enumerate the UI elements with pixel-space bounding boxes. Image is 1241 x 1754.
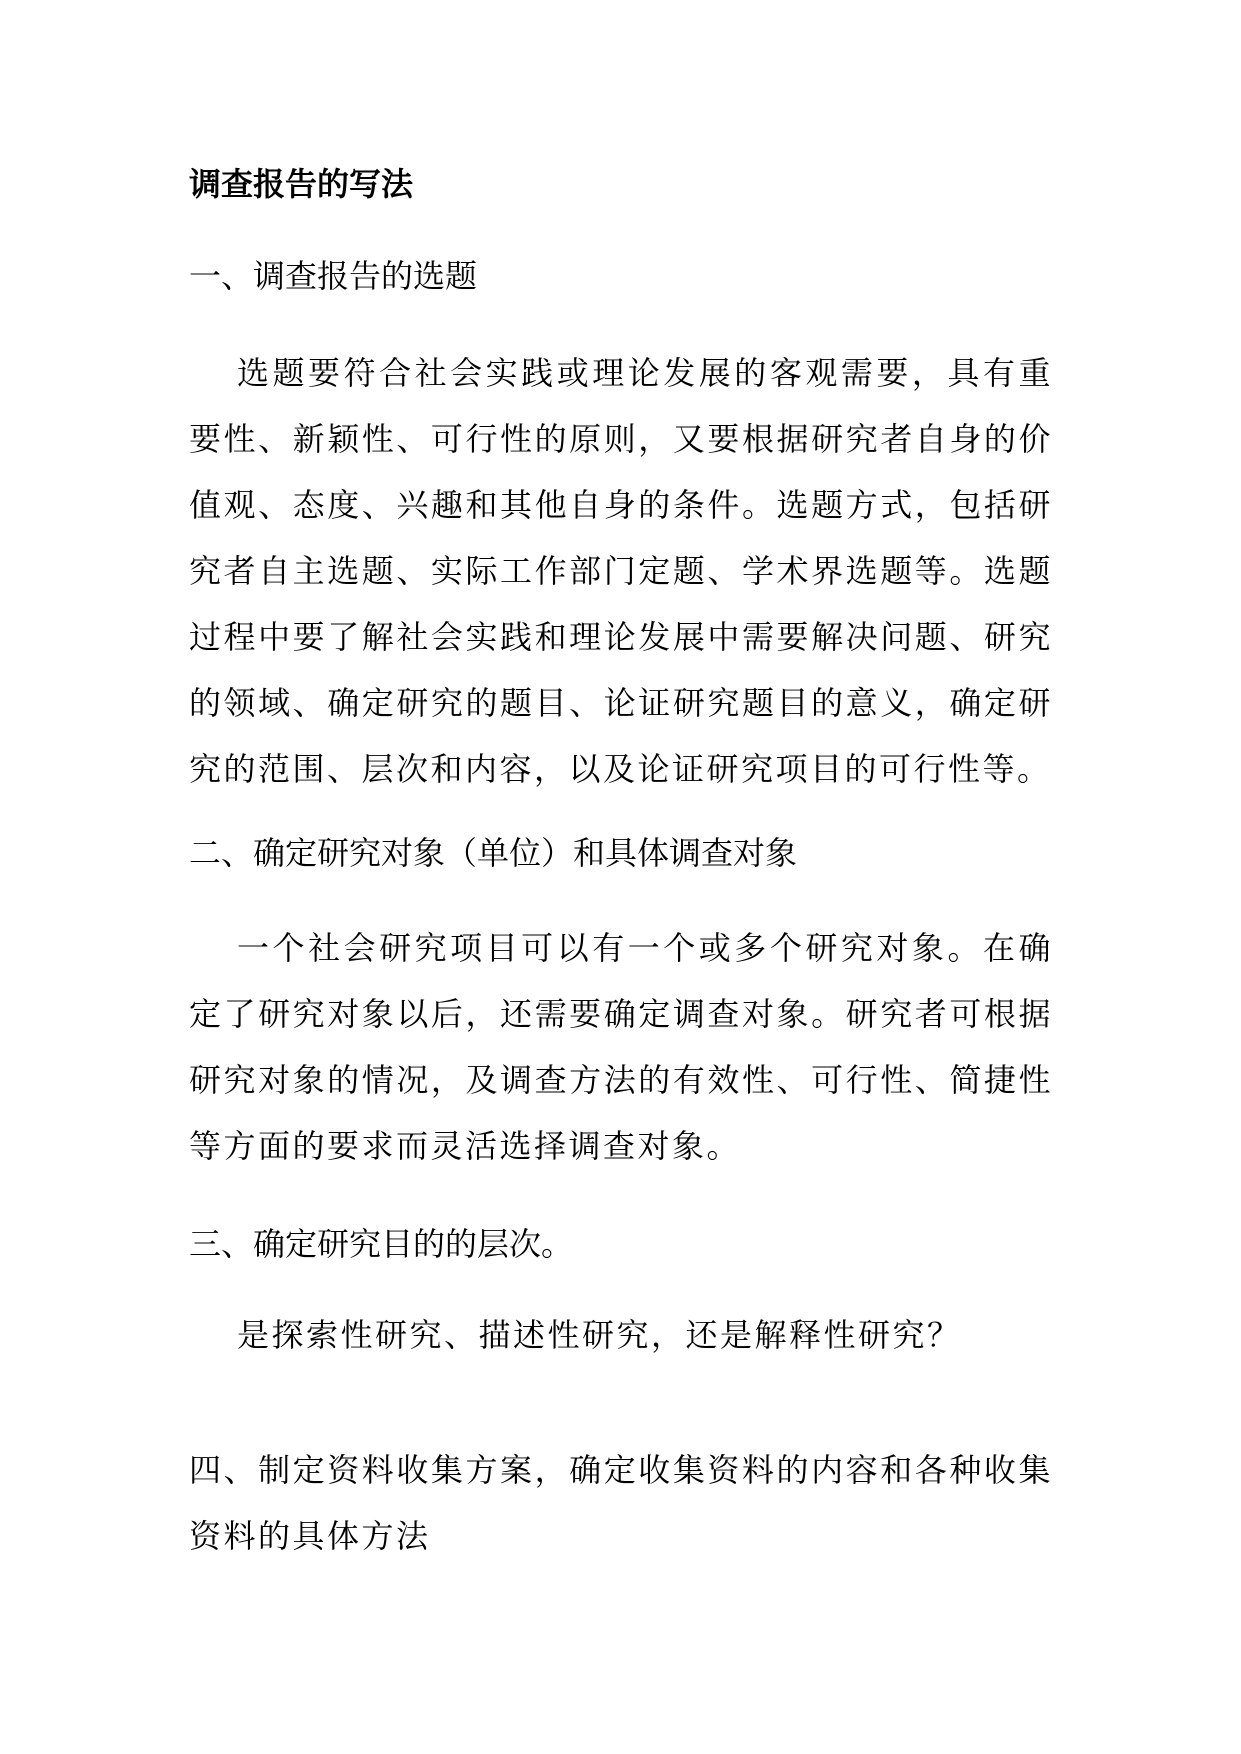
- section-1-paragraph: 选题要符合社会实践或理论发展的客观需要，具有重要性、新颖性、可行性的原则，又要根据研究者自身的价值观、态度、兴趣和其他自身的条件。选题方式，包括研究者自主选题、实际工作部门定题、学术界选题等。选题过程中要了解社会实践和理论发展中需要解决问题、研究的领域、确定研究的题目、论证研究题目的意义，确定研究的范围、层次和内容，以及论证研究项目的可行性等。: [189, 354, 1053, 788]
- section-3-paragraph: 是探索性研究、描述性研究，还是解释性研究？: [237, 1316, 962, 1354]
- document-title: 调查报告的写法: [189, 165, 414, 203]
- section-4-heading: 四、制定资料收集方案，确定收集资料的内容和各种收集资料的具体方法: [189, 1451, 1053, 1555]
- section-2-heading: 二、确定研究对象（单位）和具体调查对象: [189, 834, 798, 872]
- section-3-heading: 三、确定研究目的的层次。: [189, 1225, 574, 1263]
- section-2-paragraph: 一个社会研究项目可以有一个或多个研究对象。在确定了研究对象以后，还需要确定调查对象。研究者可根据研究对象的情况，及调查方法的有效性、可行性、简捷性等方面的要求而灵活选择调查对象。: [189, 929, 1053, 1165]
- section-1-heading: 一、调查报告的选题: [189, 257, 478, 295]
